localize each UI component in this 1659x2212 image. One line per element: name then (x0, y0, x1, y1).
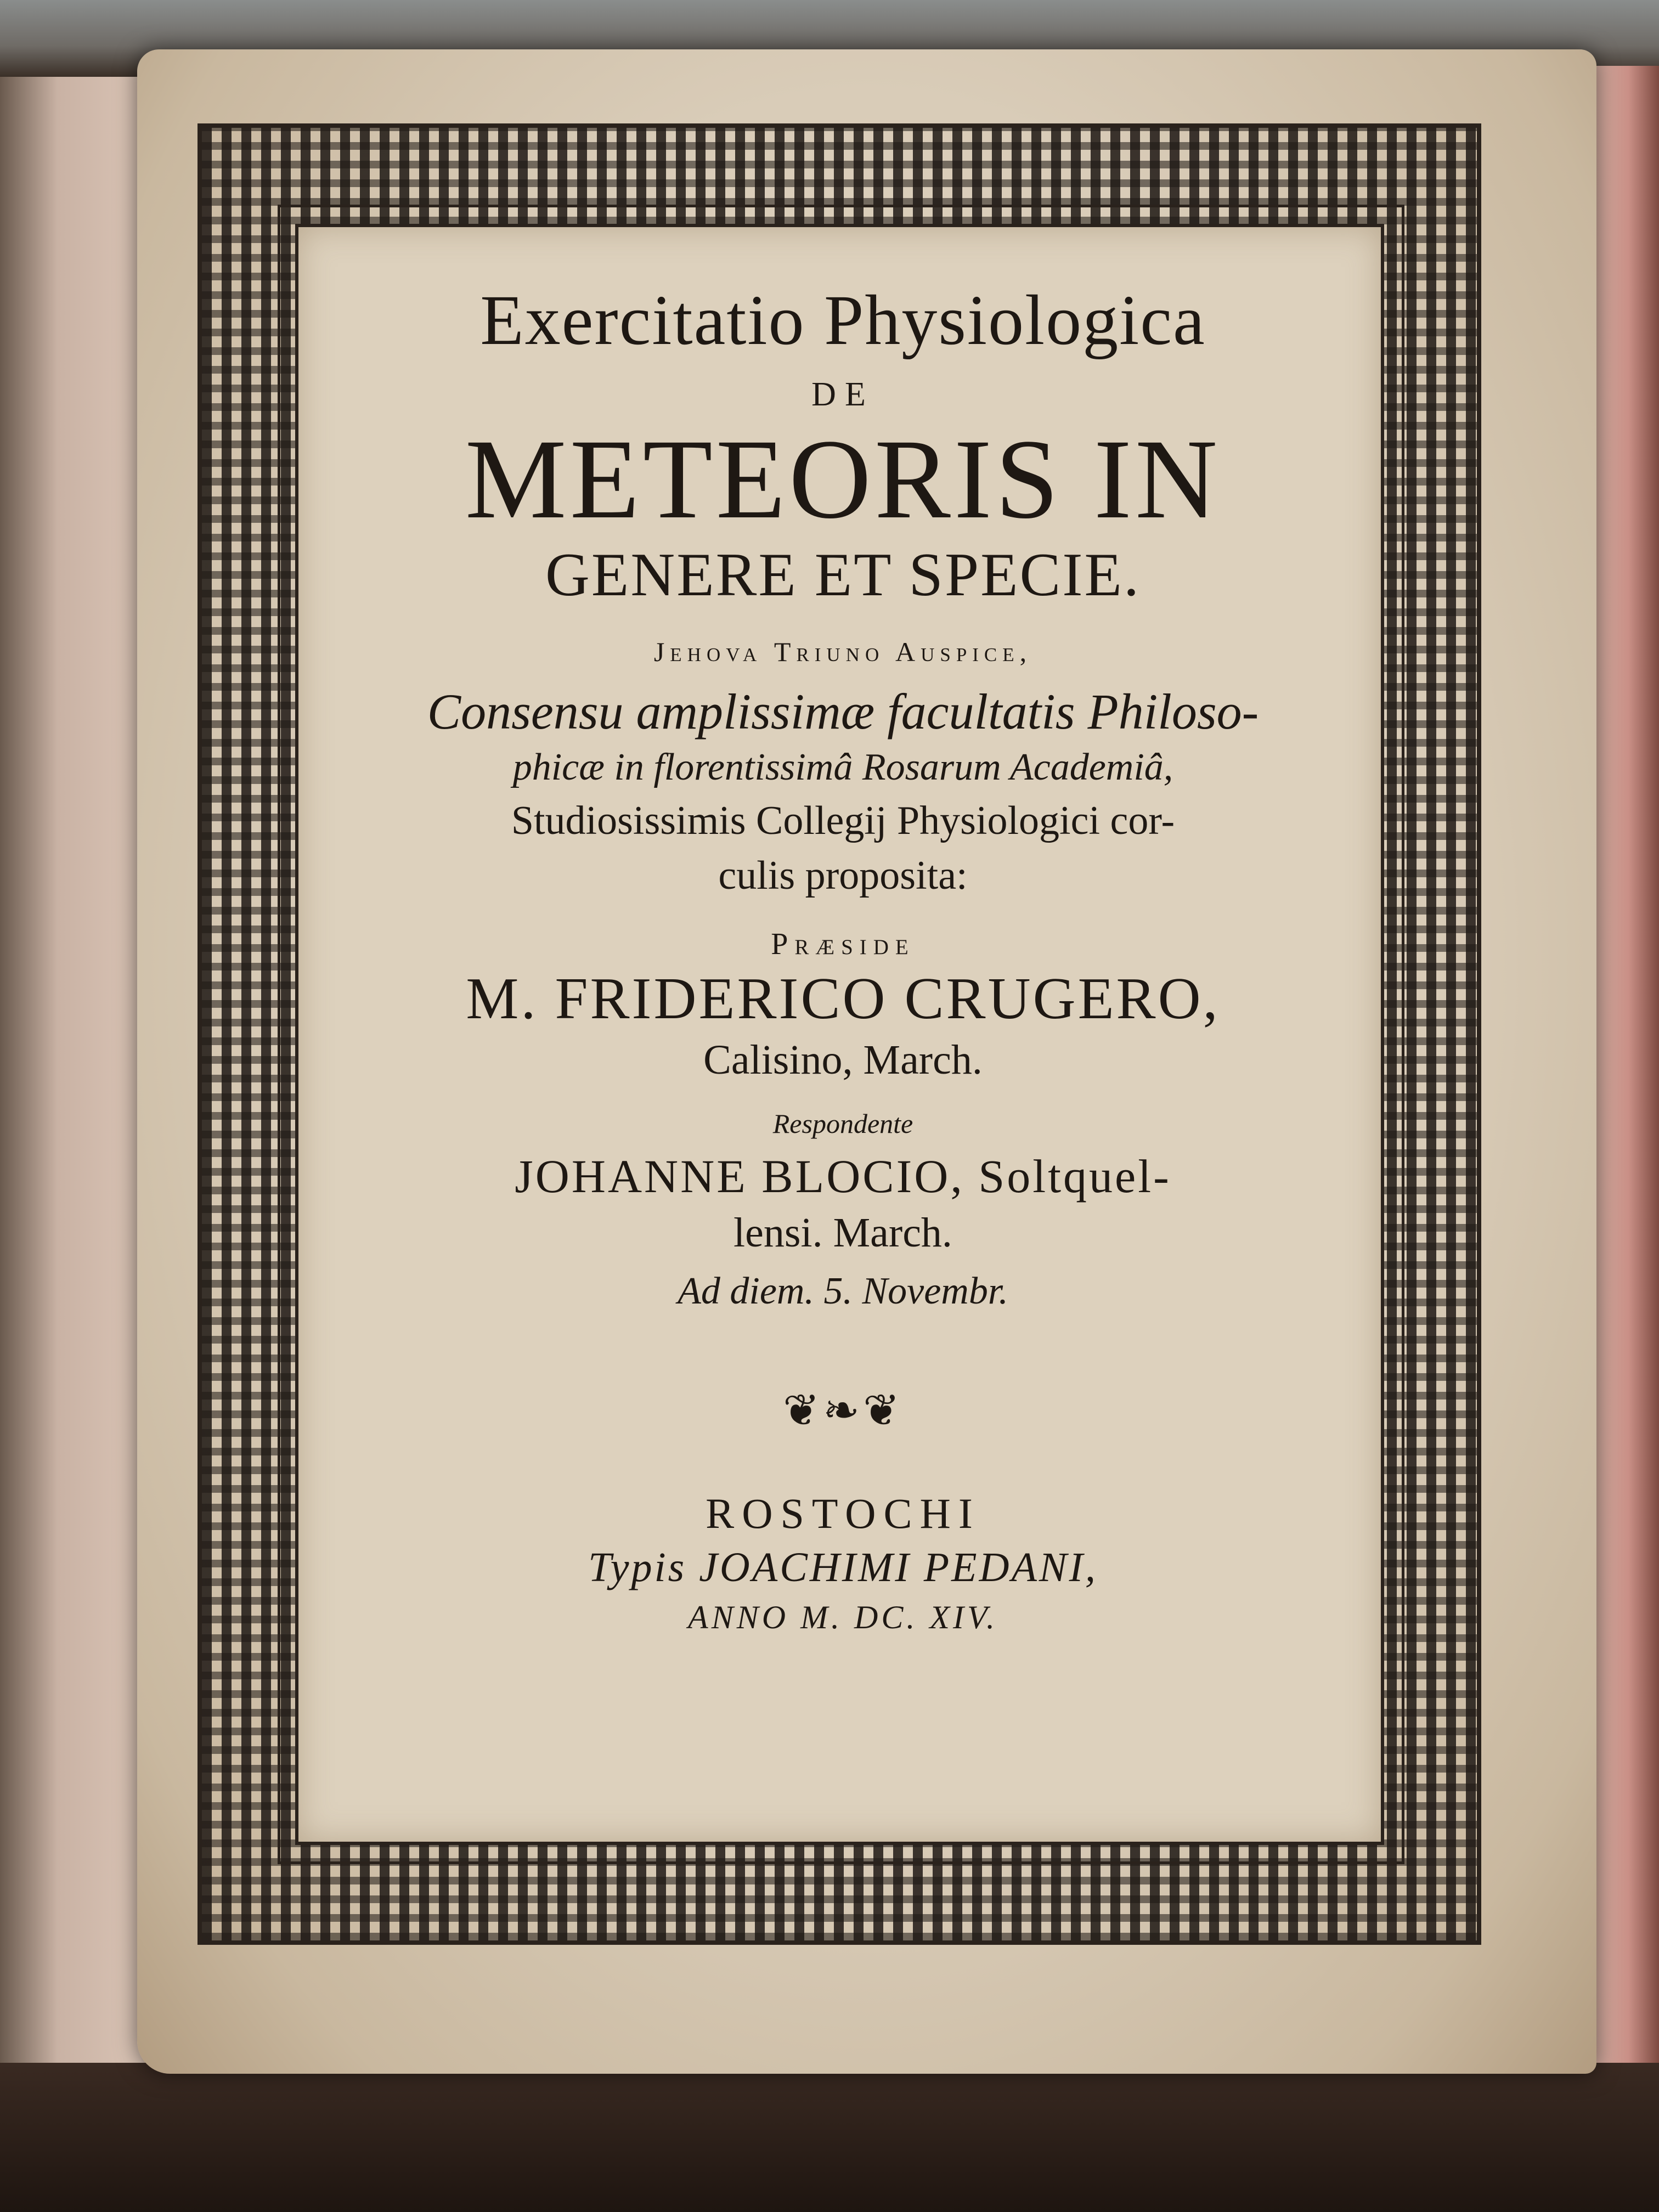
consensus-line-1: Consensu amplissimæ facultatis Philoso- (427, 684, 1259, 740)
respondens-name: JOHANNE BLOCIO, Soltquel- (515, 1150, 1171, 1203)
title-page (137, 49, 1596, 2074)
ornamental-border (198, 123, 1481, 1945)
disputation-date: Ad diem. 5. Novembr. (678, 1270, 1008, 1312)
respondens-origin: lensi. March. (733, 1210, 952, 1256)
invocation: Jehova Triuno Auspice, (653, 636, 1032, 667)
praeses-origin: Calisino, March. (703, 1037, 983, 1083)
title-text-block (298, 227, 1387, 1848)
imprint-place: ROSTOCHI (706, 1489, 980, 1537)
studiosissimis-line-2: culis proposita: (718, 853, 968, 898)
consensus-line-2: phicæ in florentissimâ Rosarum Academiâ, (512, 746, 1173, 788)
work-title: Exercitatio Physiologica (480, 281, 1206, 360)
subject-line-1: METEORIS IN (465, 416, 1221, 542)
praeside-label: Præside (771, 927, 915, 961)
praeses-name: M. FRIDERICO CRUGERO, (466, 966, 1220, 1031)
respondente-label: Respondente (772, 1108, 913, 1139)
title-de: DE (811, 376, 874, 413)
subject-line-2: GENERE ET SPECIE. (545, 541, 1141, 609)
background-bottom (0, 2063, 1659, 2212)
text-panel (295, 224, 1384, 1845)
studiosissimis-line-1: Studiosissimis Collegij Physiologici cor- (511, 798, 1175, 843)
imprint-year: ANNO M. DC. XIV. (688, 1599, 998, 1635)
fleuron-ornament: ❦❧❦ (782, 1387, 904, 1435)
imprint-printer: Typis JOACHIMI PEDANI, (588, 1544, 1098, 1590)
